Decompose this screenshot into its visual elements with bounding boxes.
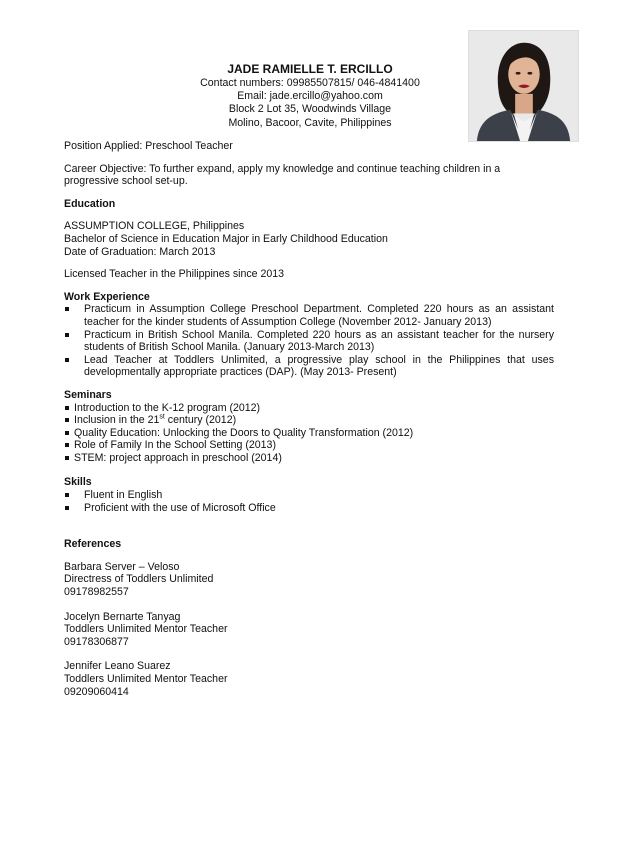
square-bullet-icon	[65, 506, 69, 510]
license-statement: Licensed Teacher in the Philippines since 2013	[64, 268, 285, 281]
reference-role: Toddlers Unlimited Mentor Teacher	[64, 623, 228, 636]
portrait-photo-icon	[469, 31, 578, 141]
reference-phone: 09209060414	[64, 685, 129, 698]
education-school: ASSUMPTION COLLEGE, Philippines	[64, 220, 245, 233]
square-bullet-icon	[65, 406, 69, 410]
reference-entry	[64, 611, 554, 649]
education-graduation: Date of Graduation: March 2013	[64, 245, 216, 258]
skills-heading: Skills	[64, 476, 92, 489]
square-bullet-icon	[65, 443, 69, 447]
seminars-list	[64, 402, 554, 465]
list-item: Practicum in Assumption College Preschool Department. Completed 220 hours as an assistant teacher for the kinder students of Assumption College (November 2012- January 2013)	[64, 303, 554, 328]
list-item: Role of Family In the School Setting (2013)	[64, 439, 554, 452]
address-line-2: Molino, Bacoor, Cavite, Philippines	[228, 116, 392, 129]
reference-entry	[64, 660, 554, 698]
resume-body	[64, 140, 554, 698]
list-item: Introduction to the K-12 program (2012)	[64, 402, 554, 415]
list-item: Fluent in English	[64, 489, 554, 502]
portrait-photo	[468, 30, 579, 142]
skills-list	[64, 489, 554, 514]
email-line: Email: jade.ercillo@yahoo.com	[237, 90, 383, 103]
square-bullet-icon	[65, 333, 69, 337]
reference-name: Jennifer Leano Suarez	[64, 660, 171, 673]
list-item: Lead Teacher at Toddlers Unlimited, a progressive play school in the Philippines that uses developmentally appropriate practices (DAP). (May 2013- Present)	[64, 354, 554, 379]
list-item: STEM: project approach in preschool (2014)	[64, 452, 554, 465]
seminars-heading: Seminars	[64, 388, 112, 401]
list-item: Proficient with the use of Microsoft Office	[64, 502, 554, 515]
address-line-1: Block 2 Lot 35, Woodwinds Village	[228, 103, 392, 116]
list-item: Quality Education: Unlocking the Doors to Quality Transformation (2012)	[64, 427, 554, 440]
career-objective: Career Objective: To further expand, apply my knowledge and continue teaching children in a progressive school set-up.	[64, 162, 501, 188]
square-bullet-icon	[65, 418, 69, 422]
square-bullet-icon	[65, 456, 69, 460]
references-heading: References	[64, 538, 122, 551]
square-bullet-icon	[65, 493, 69, 497]
work-experience-list	[64, 303, 554, 379]
contact-numbers: Contact numbers: 09985507815/ 046-4841400	[200, 77, 420, 89]
education-degree: Bachelor of Science in Education Major in Early Childhood Education	[64, 232, 388, 245]
reference-role: Directress of Toddlers Unlimited	[64, 573, 214, 586]
reference-name: Jocelyn Bernarte Tanyag	[64, 610, 181, 623]
square-bullet-icon	[65, 358, 69, 362]
resume-header	[140, 62, 480, 130]
square-bullet-icon	[65, 307, 69, 311]
work-experience-heading: Work Experience	[64, 290, 150, 303]
applicant-name: JADE RAMIELLE T. ERCILLO	[227, 62, 393, 76]
list-item: Inclusion in the 21st century (2012)	[64, 414, 554, 427]
list-item: Practicum in British School Manila. Completed 220 hours as an assistant teacher for the nursery students of British School Manila. (January 2013-March 2013)	[64, 329, 554, 354]
reference-phone: 09178306877	[64, 635, 129, 648]
position-applied: Position Applied: Preschool Teacher	[64, 140, 233, 152]
education-heading: Education	[64, 197, 116, 210]
reference-entry	[64, 561, 554, 599]
reference-role: Toddlers Unlimited Mentor Teacher	[64, 673, 228, 685]
square-bullet-icon	[65, 431, 69, 435]
reference-name: Barbara Server – Veloso	[64, 560, 180, 573]
reference-phone: 09178982557	[64, 586, 129, 599]
